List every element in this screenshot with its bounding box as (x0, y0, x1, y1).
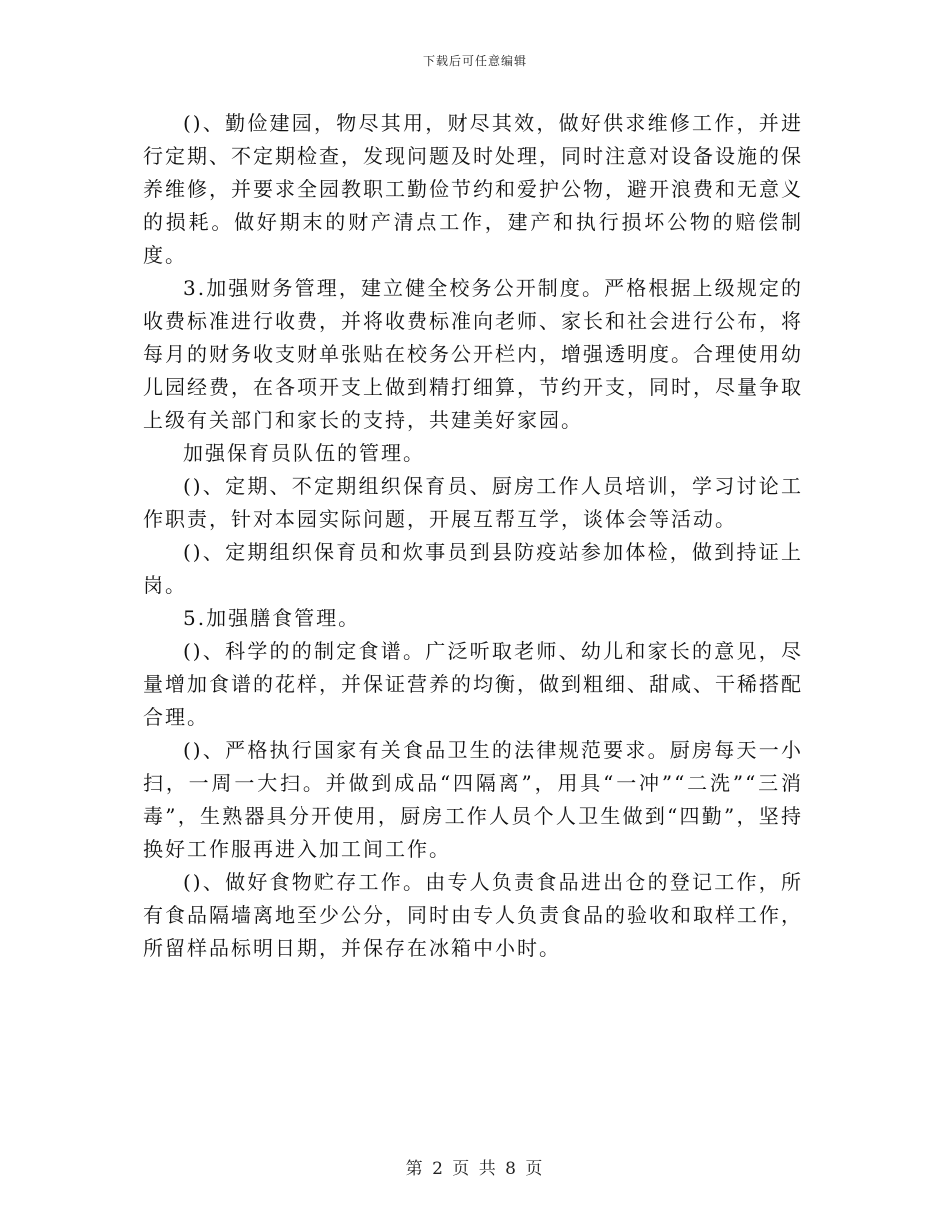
paragraph-caregiver-heading: 加强保育员队伍的管理。 (183, 441, 425, 465)
paragraph-meal-heading: 5.加强膳食管理。 (183, 606, 361, 630)
paragraph-food-storage: ()、做好食物贮存工作。由专人负责食品进出仓的登记工作，所有食品隔墙离地至少公分，同时由专人负责食品的验收和取样工作，所留样品标明日期，并保存在冰箱中小时。 (143, 870, 803, 960)
paragraph-caregiver-training: ()、定期、不定期组织保育员、厨房工作人员培训，学习讨论工作职责，针对本园实际问题，开展互帮互学，谈体会等活动。 (143, 474, 803, 531)
page-header: 下载后可任意编辑 (422, 54, 527, 68)
paragraph-property-maintenance: ()、勤俭建园，物尽其用，财尽其效，做好供求维修工作，并进行定期、不定期检查，发现问题及时处理，同时注意对设备设施的保养维修，并要求全园教职工勤俭节约和爱护公物，避开浪费和无意义的损耗。做好期末的财产清点工作，建产和执行损坏公物的赔偿制度。 (143, 111, 803, 267)
document-body (143, 107, 803, 965)
paragraph-food-hygiene: ()、严格执行国家有关食品卫生的法律规范要求。厨房每天一小扫，一周一大扫。并做到成品“四隔离”，用具“一冲”“二洗”“三消毒”，生熟器具分开使用，厨房工作人员个人卫生做到“四勤”，坚持换好工作服再进入加工间工作。 (143, 738, 803, 861)
paragraph-recipe: ()、科学的的制定食谱。广泛听取老师、幼儿和家长的意见，尽量增加食谱的花样，并保证营养的均衡，做到粗细、甜咸、干稀搭配合理。 (143, 639, 803, 729)
paragraph-finance-management: 3.加强财务管理，建立健全校务公开制度。严格根据上级规定的收费标准进行收费，并将收费标准向老师、家长和社会进行公布，将每月的财务收支财单张贴在校务公开栏内，增强透明度。合理使用幼儿园经费，在各项开支上做到精打细算，节约开支，同时，尽量争取上级有关部门和家长的支持，共建美好家园。 (143, 276, 803, 432)
paragraph-health-check: ()、定期组织保育员和炊事员到县防疫站参加体检，做到持证上岗。 (143, 540, 803, 597)
page-footer: 第 2 页 共 8 页 (405, 1159, 545, 1179)
